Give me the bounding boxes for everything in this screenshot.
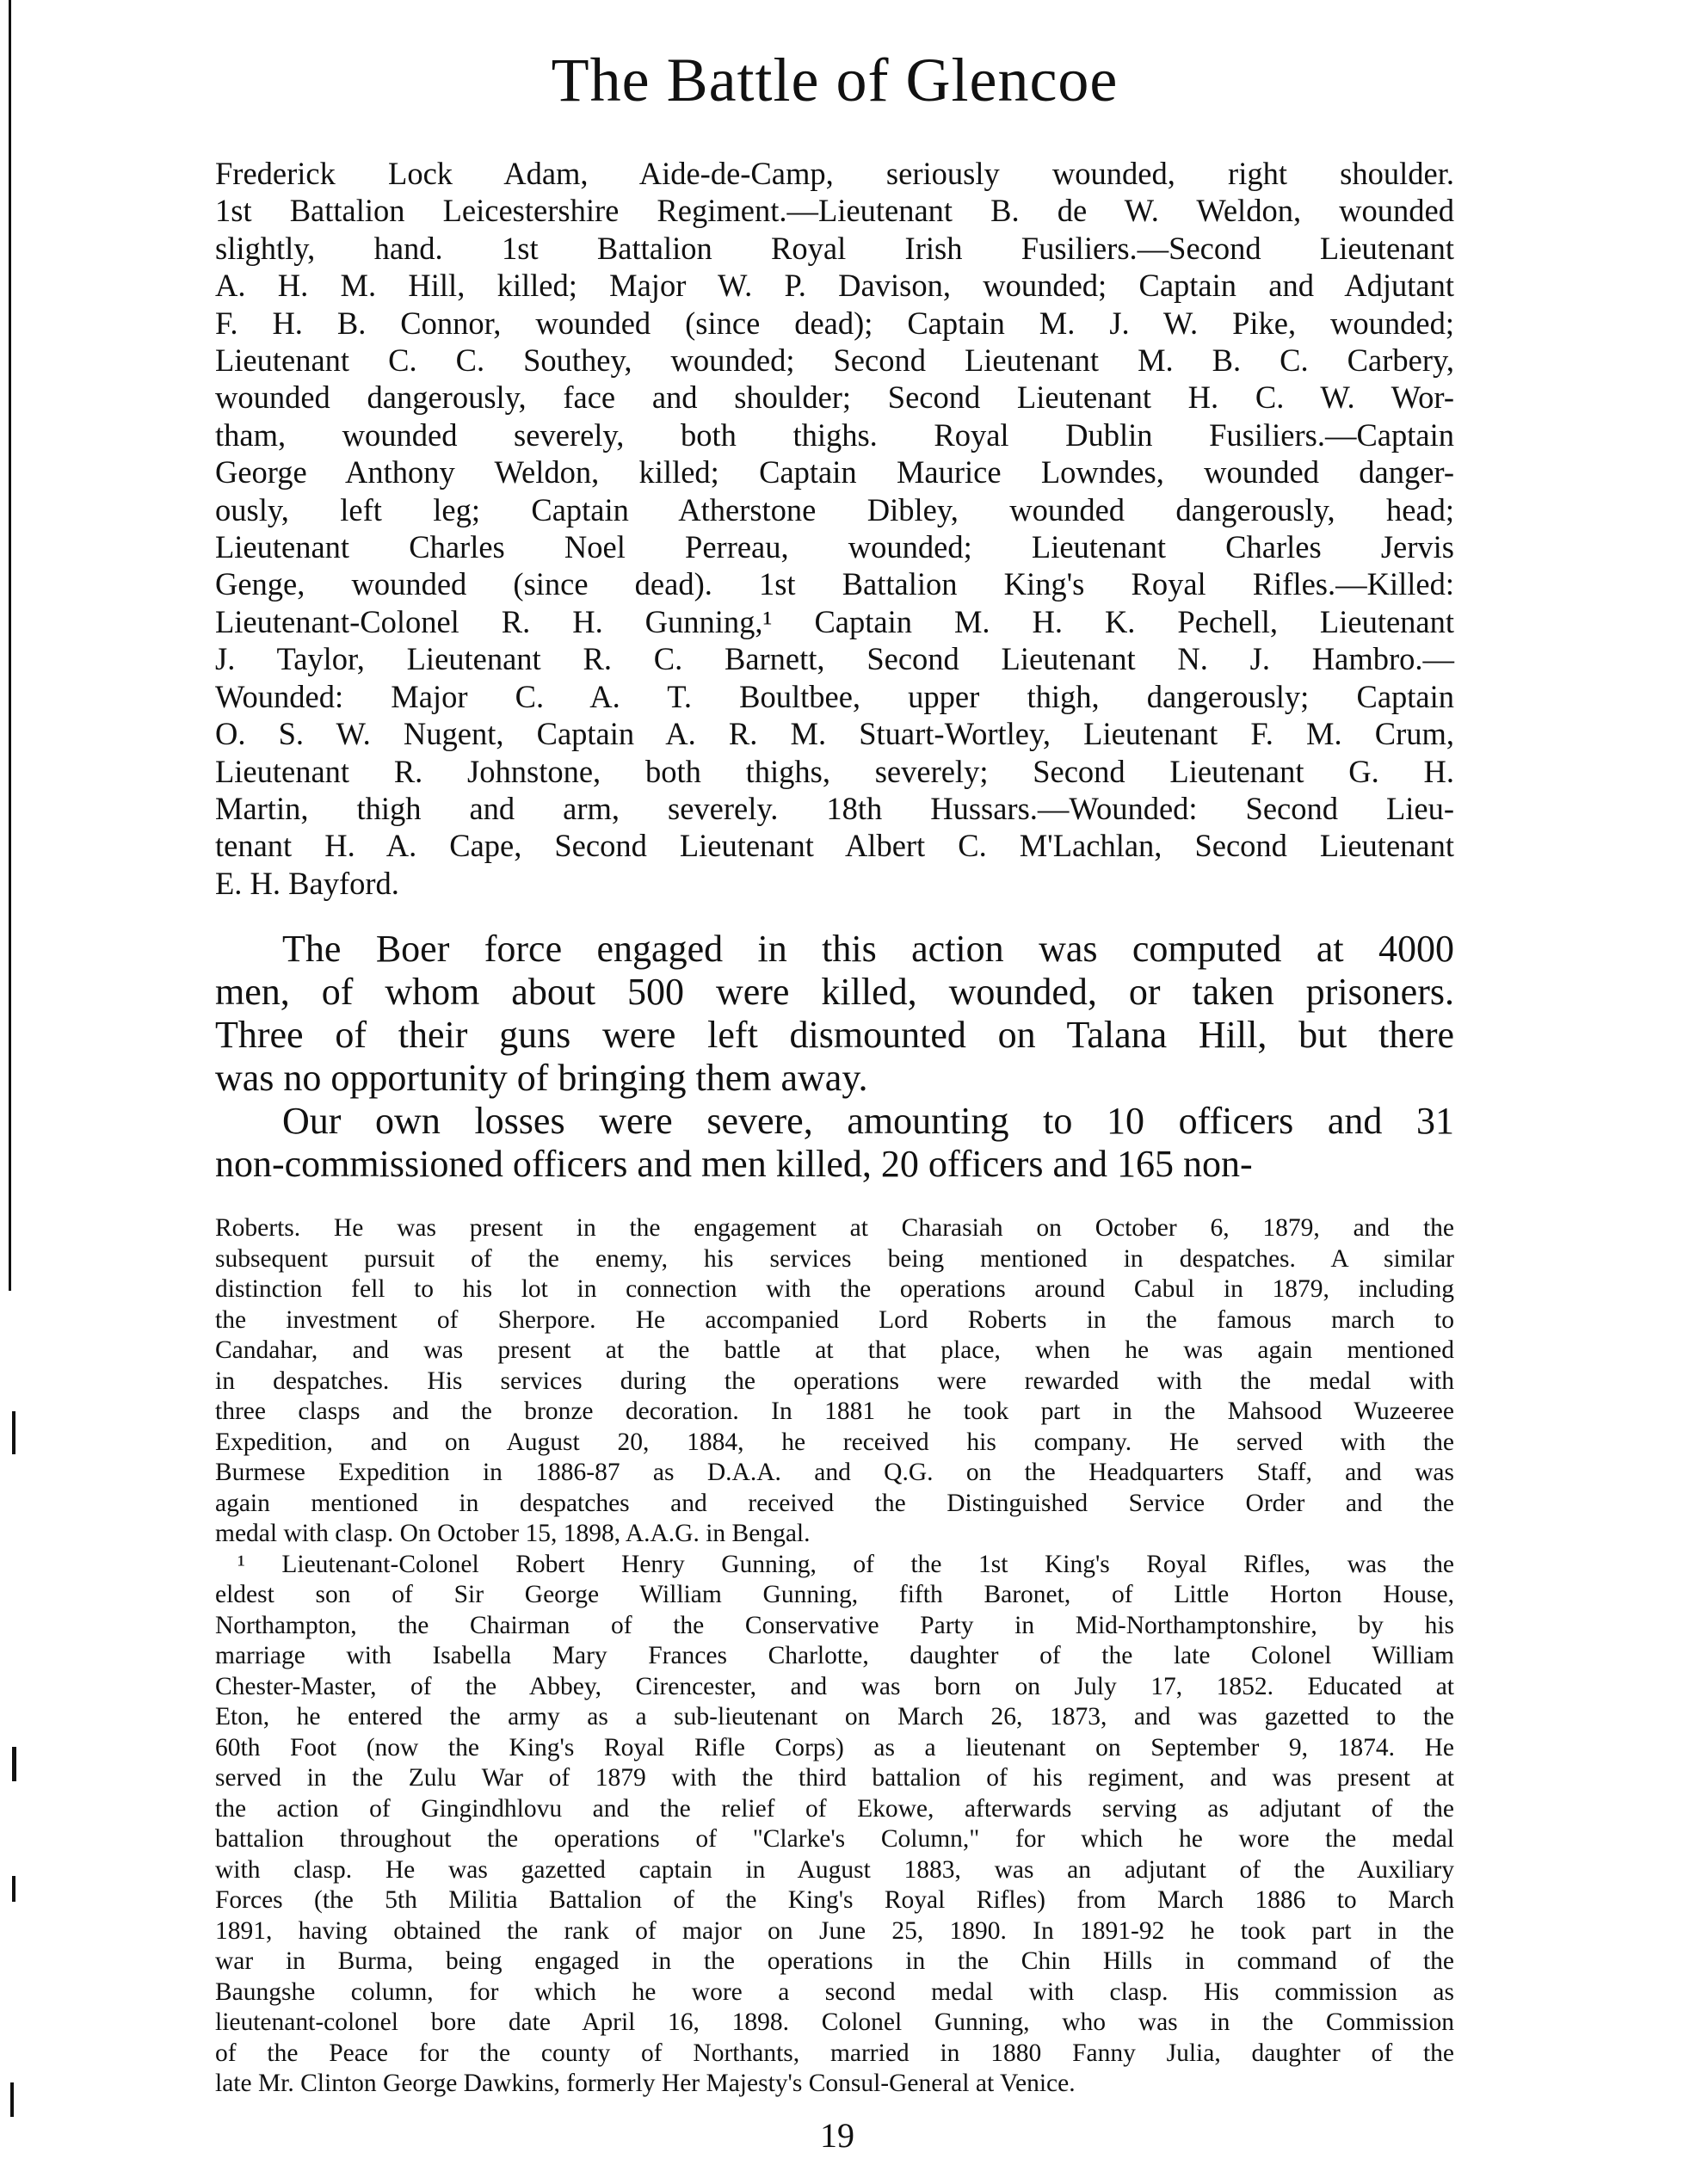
text-line: ¹ Lieutenant-Colonel Robert Henry Gunning, of the 1st King's Royal Rifles, was the <box>237 1550 1454 1578</box>
text-line: non-commissioned officers and men killed, 20 officers and 165 non- <box>215 1143 1253 1185</box>
text-line: Our own losses were severe, amounting to 10 officers and 31 <box>282 1100 1454 1142</box>
text-line: Lieutenant Charles Noel Perreau, wounded; Lieutenant Charles Jervis <box>215 529 1454 565</box>
scan-edge-mark <box>12 1411 15 1454</box>
text-line: Three of their guns were left dismounted on Talana Hill, but there <box>215 1014 1454 1056</box>
casualty-list <box>215 155 1454 902</box>
text-line: of the Peace for the county of Northants, married in 1880 Fanny Julia, daughter of the <box>215 2039 1454 2067</box>
text-line: Lieutenant R. Johnstone, both thighs, severely; Second Lieutenant G. H. <box>215 753 1454 789</box>
text-line: medal with clasp. On October 15, 1898, A.A.G. in Bengal. <box>215 1520 811 1547</box>
text-line: Martin, thigh and arm, severely. 18th Hussars.—Wounded: Second Lieu- <box>215 790 1454 826</box>
text-line: tenant H. A. Cape, Second Lieutenant Albert C. M'Lachlan, Second Lieutenant <box>215 828 1454 864</box>
scan-edge-mark <box>12 1747 16 1781</box>
text-line: Chester-Master, of the Abbey, Cirencester, and was born on July 17, 1852. Educated at <box>215 1672 1454 1700</box>
text-line: 1st Battalion Leicestershire Regiment.—Lieutenant B. de W. Weldon, wounded <box>215 193 1454 229</box>
text-line: O. S. W. Nugent, Captain A. R. M. Stuart-Wortley, Lieutenant F. M. Crum, <box>215 716 1454 752</box>
text-line: distinction fell to his lot in connection with the operations around Cabul in 1879, including <box>215 1275 1454 1303</box>
text-line: again mentioned in despatches and received the Distinguished Service Order and the <box>215 1489 1454 1517</box>
text-line: with clasp. He was gazetted captain in August 1883, was an adjutant of the Auxiliary <box>215 1855 1454 1884</box>
page-title: The Battle of Glencoe <box>551 46 1119 114</box>
text-line: Frederick Lock Adam, Aide-de-Camp, seriously wounded, right shoulder. <box>215 156 1454 191</box>
text-line: Baungshe column, for which he wore a second medal with clasp. His commission as <box>215 1977 1454 2006</box>
text-line: Northampton, the Chairman of the Conservative Party in Mid-Northamptonshire, by his <box>215 1611 1454 1639</box>
scan-edge-mark <box>10 2082 14 2117</box>
text-line: served in the Zulu War of 1879 with the third battalion of his regiment, and was present at <box>215 1764 1454 1792</box>
text-line: war in Burma, being engaged in the operations in the Chin Hills in command of the <box>215 1947 1454 1975</box>
text-line: late Mr. Clinton George Dawkins, formerly Her Majesty's Consul-General at Venice. <box>215 2070 1076 2097</box>
text-line: battalion throughout the operations of "Clarke's Column," for which he wore the medal <box>215 1825 1454 1853</box>
text-line: the investment of Sherpore. He accompanied Lord Roberts in the famous march to <box>215 1305 1454 1334</box>
footnotes <box>215 1213 1454 2100</box>
text-line: subsequent pursuit of the enemy, his services being mentioned in despatches. A similar <box>215 1244 1454 1273</box>
main-text <box>215 928 1454 1186</box>
text-line: Burmese Expedition in 1886-87 as D.A.A. and Q.G. on the Headquarters Staff, and was <box>215 1459 1454 1486</box>
text-line: J. Taylor, Lieutenant R. C. Barnett, Second Lieutenant N. J. Hambro.— <box>215 641 1454 677</box>
text-line: lieutenant-colonel bore date April 16, 1898. Colonel Gunning, who was in the Commission <box>215 2008 1454 2036</box>
text-line: slightly, hand. 1st Battalion Royal Irish Fusiliers.—Second Lieutenant <box>215 230 1454 266</box>
scan-edge-mark <box>12 1876 15 1902</box>
text-line: Candahar, and was present at the battle at that place, when he was again mentioned <box>215 1336 1454 1364</box>
text-line: 60th Foot (now the King's Royal Rifle Corps) as a lieutenant on September 9, 1874. He <box>215 1733 1454 1761</box>
scan-edge-mark <box>9 0 11 1291</box>
text-line: Genge, wounded (since dead). 1st Battalion King's Royal Rifles.—Killed: <box>215 566 1454 602</box>
text-line: George Anthony Weldon, killed; Captain Maurice Lowndes, wounded danger- <box>215 454 1454 490</box>
text-line: Lieutenant C. C. Southey, wounded; Second Lieutenant M. B. C. Carbery, <box>215 342 1454 379</box>
text-line: tham, wounded severely, both thighs. Royal Dublin Fusiliers.—Captain <box>215 416 1454 453</box>
text-line: 1891, having obtained the rank of major on June 25, 1890. In 1891-92 he took part in the <box>215 1916 1454 1945</box>
text-line: Forces (the 5th Militia Battalion of the King's Royal Rifles) from March 1886 to March <box>215 1886 1454 1914</box>
text-line: ously, left leg; Captain Atherstone Dibley, wounded dangerously, head; <box>215 491 1454 527</box>
text-line: three clasps and the bronze decoration. In 1881 he took part in the Mahsood Wuzeeree <box>215 1397 1454 1425</box>
text-line: The Boer force engaged in this action was computed at 4000 <box>282 928 1454 970</box>
text-line: F. H. B. Connor, wounded (since dead); Captain M. J. W. Pike, wounded; <box>215 305 1454 341</box>
text-line: marriage with Isabella Mary Frances Charlotte, daughter of the late Colonel William <box>215 1642 1454 1669</box>
text-line: Roberts. He was present in the engagement at Charasiah on October 6, 1879, and the <box>215 1214 1454 1242</box>
text-line: eldest son of Sir George William Gunning, fifth Baronet, of Little Horton House, <box>215 1581 1454 1608</box>
text-line: wounded dangerously, face and shoulder; Second Lieutenant H. C. W. Wor- <box>215 379 1454 416</box>
text-line: Expedition, and on August 20, 1884, he received his company. He served with the <box>215 1428 1454 1456</box>
page-number: 19 <box>820 2116 854 2155</box>
text-line: the action of Gingindhlovu and the relief of Ekowe, afterwards serving as adjutant of the <box>215 1794 1454 1823</box>
text-line: Lieutenant-Colonel R. H. Gunning,¹ Captain M. H. K. Pechell, Lieutenant <box>215 603 1454 639</box>
text-line: E. H. Bayford. <box>215 865 399 901</box>
text-line: in despatches. His services during the operations were rewarded with the medal with <box>215 1367 1454 1395</box>
text-line: Eton, he entered the army as a sub-lieutenant on March 26, 1873, and was gazetted to the <box>215 1703 1454 1731</box>
text-line: men, of whom about 500 were killed, wounded, or taken prisoners. <box>215 971 1454 1013</box>
text-line: Wounded: Major C. A. T. Boultbee, upper thigh, dangerously; Captain <box>215 678 1454 714</box>
text-line: A. H. M. Hill, killed; Major W. P. Davison, wounded; Captain and Adjutant <box>215 268 1454 304</box>
text-line: was no opportunity of bringing them away. <box>215 1057 868 1099</box>
